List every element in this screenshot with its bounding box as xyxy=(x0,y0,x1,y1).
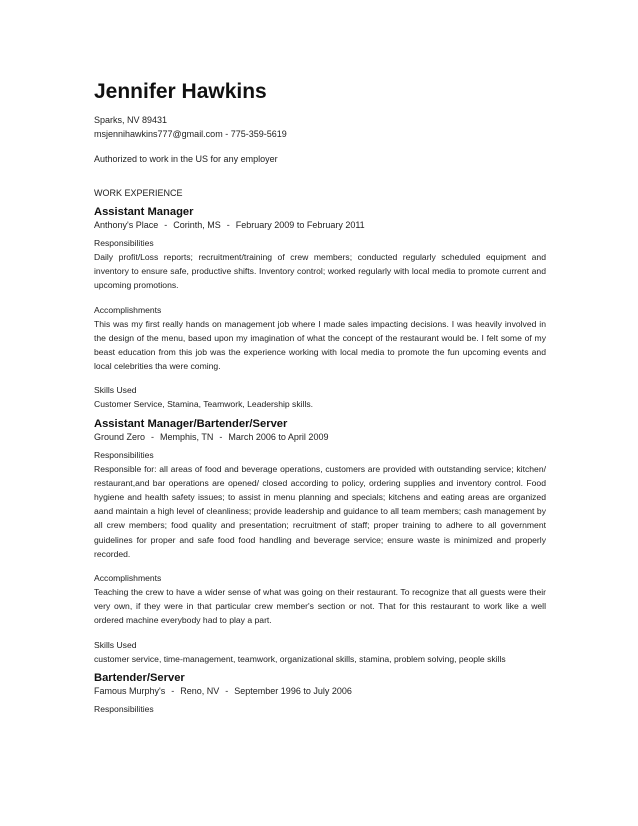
responsibilities-text: Responsible for: all areas of food and beverage operations, customers are provided with outstanding service; kitchen/ restaurant,and bar operations are opened/ closed according to policy, ordering supplies and inventory control. Food hygiene and health safety issues; to assist in menu planning and specials; kitchens and eating areas are organized aand maintain a high level of cleanliness; provide leadership and guidance to all team members; cash management by all crew members; food quality and presentation; recruitment of staff; proper training to adhere to all government guidelines for proper and safe food food handling and beverage service; ensure waste is minimized and properly recorded. xyxy=(94,463,546,559)
accomplishments-block xyxy=(94,304,546,374)
skills-text: Customer Service, Stamina, Teamwork, Leadership skills. xyxy=(94,399,314,410)
job-employer: Ground Zero xyxy=(94,431,146,442)
contact-block xyxy=(94,113,546,141)
accomplishments-block xyxy=(94,572,546,628)
meta-separator: - xyxy=(226,220,230,230)
job-employer: Anthony's Place xyxy=(94,220,159,230)
candidate-name: Jennifer Hawkins xyxy=(94,80,267,103)
job-entry xyxy=(94,205,546,412)
skills-text: customer service, time-management, teamwork, organizational skills, stamina, problem solving, people skills xyxy=(94,653,506,664)
responsibilities-label: Responsibilities xyxy=(94,449,154,460)
responsibilities-text: Daily profit/Loss reports; recruitment/training of crew members; conducted regularly scheduled equipment and inventory to ensure safe, productive shifts. Inventory control; worked regularly with local media to promote current and upcoming promotions. xyxy=(94,252,546,291)
responsibilities-label: Responsibilities xyxy=(94,238,154,248)
meta-separator: - xyxy=(151,431,155,442)
job-employer: Famous Murphy's xyxy=(94,685,166,696)
job-dates: March 2006 to April 2009 xyxy=(228,431,329,442)
skills-label: Skills Used xyxy=(94,385,137,396)
accomplishments-label: Accomplishments xyxy=(94,573,162,584)
work-authorization: Authorized to work in the US for any employer xyxy=(94,154,278,164)
job-title: Assistant Manager xyxy=(94,206,194,218)
skills-label: Skills Used xyxy=(94,639,137,650)
job-location: Memphis, TN xyxy=(160,431,214,442)
accomplishments-text: This was my first really hands on management job where I made sales impacting decisions. I was heavily involved in the design of the menu, based upon my imagination of what the concept of the restaurant would be. I felt some of my beast education from this job was the experience working with local media to promote the fun upcoming events and local celebrities tha were coming. xyxy=(94,318,546,372)
meta-separator: - xyxy=(219,431,223,442)
meta-separator: - xyxy=(171,685,175,696)
resume-page xyxy=(94,80,546,727)
job-meta xyxy=(94,219,546,232)
job-entry xyxy=(94,417,546,666)
accomplishments-text: Teaching the crew to have a wider sense of what was going on their restaurant. To recognize that all guests were their very own, if they were in that particular crew member's section or not. That for this restaurant to work like a well ordered machine everybody had to play a part. xyxy=(94,587,546,626)
responsibilities-block xyxy=(94,449,546,561)
job-title: Bartender/Server xyxy=(94,671,185,684)
job-location: Reno, NV xyxy=(180,685,220,696)
job-location: Corinth, MS xyxy=(173,220,221,230)
meta-separator: - xyxy=(164,220,168,230)
responsibilities-label: Responsibilities xyxy=(94,703,154,714)
job-entry xyxy=(94,671,546,716)
job-title: Assistant Manager/Bartender/Server xyxy=(94,417,288,430)
skills-block xyxy=(94,384,546,411)
job-dates: February 2009 to February 2011 xyxy=(235,220,365,230)
skills-block xyxy=(94,639,546,666)
location-line: Sparks, NV 89431 xyxy=(94,115,168,125)
email-phone-line: msjennihawkins777@gmail.com - 775-359-5619 xyxy=(94,129,287,139)
job-meta xyxy=(94,685,546,698)
accomplishments-label: Accomplishments xyxy=(94,304,162,315)
job-meta xyxy=(94,431,546,444)
meta-separator: - xyxy=(225,685,229,696)
job-dates: September 1996 to July 2006 xyxy=(234,685,352,696)
responsibilities-block xyxy=(94,703,546,716)
responsibilities-block xyxy=(94,237,546,293)
section-heading-work-experience: WORK EXPERIENCE xyxy=(94,188,183,198)
